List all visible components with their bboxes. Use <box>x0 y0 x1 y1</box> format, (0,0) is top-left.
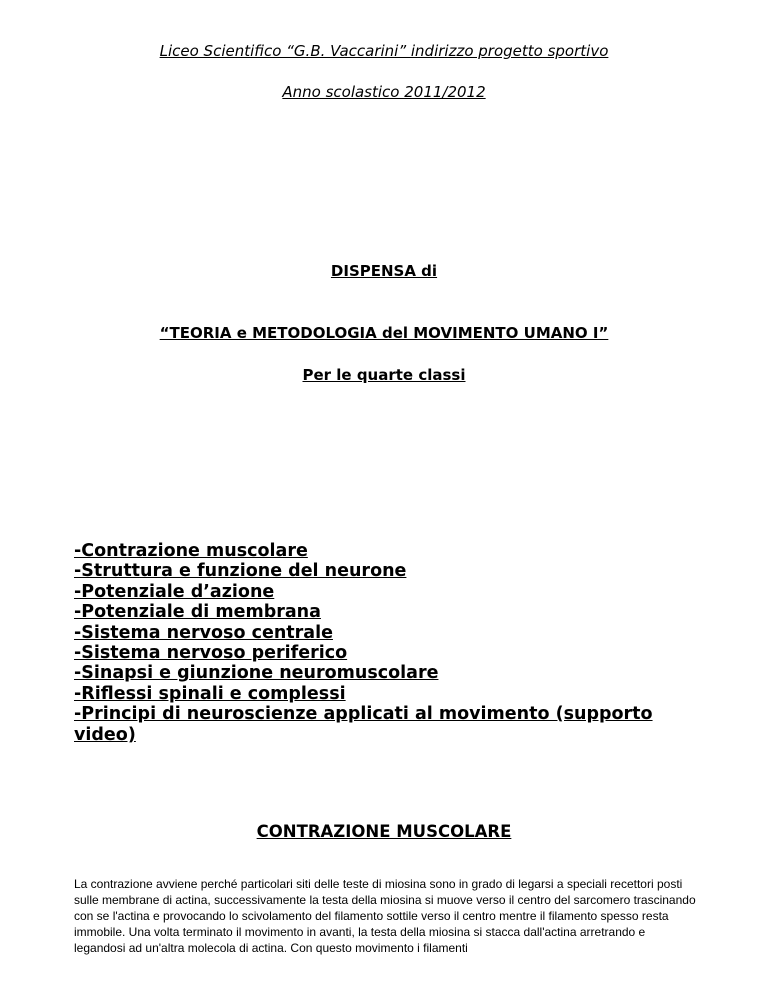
toc-item: -Principi di neuroscienze applicati al movimento (supporto video) <box>74 704 653 745</box>
table-of-contents <box>74 541 694 745</box>
target-classes: Per le quarte classi <box>302 366 466 384</box>
section-body-text: La contrazione avviene perché particolari siti delle teste di miosina sono in grado di legarsi a speciali recettori posti sulle membrane di actina, successivamente la testa della miosina si muove verso il centro del sarcomero trascinando con se l'actina e provocando lo scivolamento del filamento sottile verso il centro mentre il filamento spesso resta immobile. Una volta terminato il movimento in avanti, la testa della miosina si stacca dall'actina arretrando e legandosi ad un'altra molecola di actina. Con questo movimento i filamenti <box>74 877 696 955</box>
toc-item: -Riflessi spinali e complessi <box>74 683 346 704</box>
toc-item: -Sinapsi e giunzione neuromuscolare <box>74 663 439 684</box>
toc-item: -Potenziale di membrana <box>74 602 321 623</box>
school-name: Liceo Scientifico “G.B. Vaccarini” indirizzo progetto sportivo <box>159 42 609 60</box>
document-title: DISPENSA di <box>330 262 438 280</box>
toc-item: -Potenziale d’azione <box>74 581 275 602</box>
toc-item: -Struttura e funzione del neurone <box>74 561 407 582</box>
course-title: “TEORIA e METODOLOGIA del MOVIMENTO UMANO I” <box>159 324 609 342</box>
toc-item: -Contrazione muscolare <box>74 541 308 561</box>
school-year: Anno scolastico 2011/2012 <box>282 83 486 101</box>
section-heading: CONTRAZIONE MUSCOLARE <box>256 822 512 841</box>
toc-item: -Sistema nervoso centrale <box>74 622 333 643</box>
toc-item: -Sistema nervoso periferico <box>74 643 348 664</box>
